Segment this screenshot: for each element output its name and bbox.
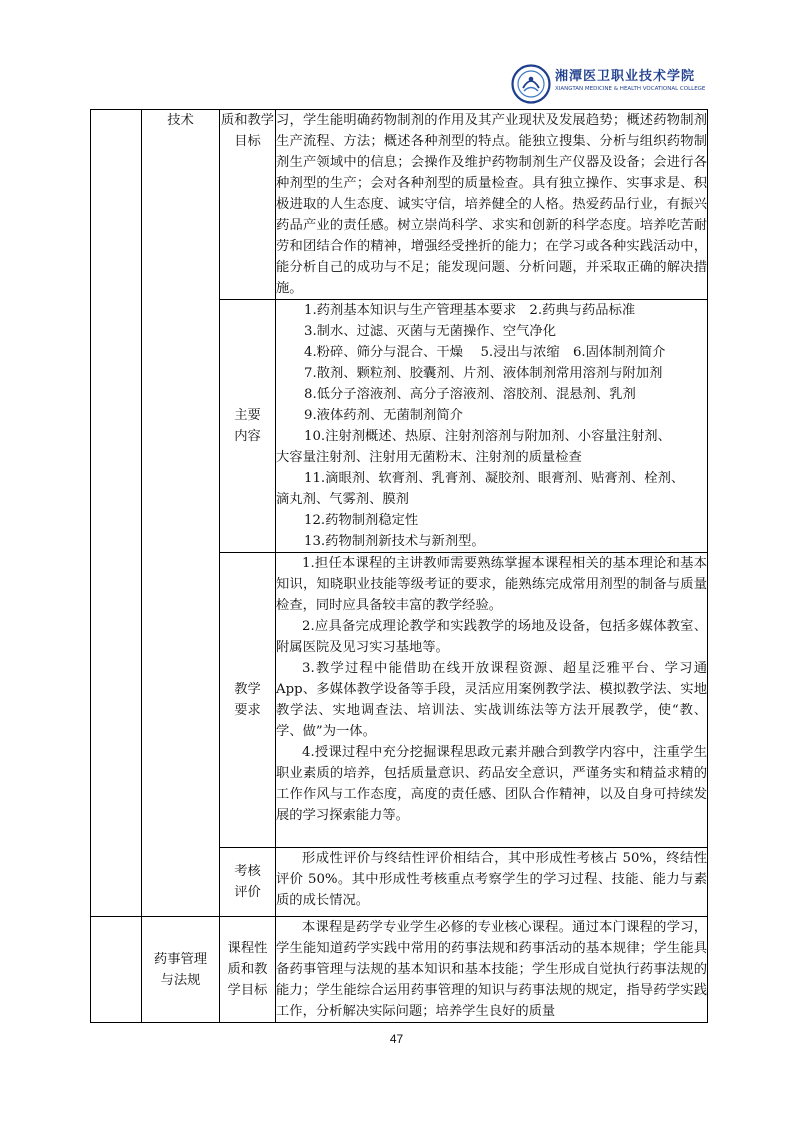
- course-table: [90, 109, 708, 1023]
- school-logo: [511, 62, 711, 108]
- list-item: 12.药物制剂稳定性: [304, 513, 419, 528]
- list-item: 10.注射剂概述、热原、注射剂溶剂与附加剂、小容量注射剂、: [304, 429, 671, 444]
- table-row: [91, 917, 708, 1023]
- paragraph: 3.教学过程中能借助在线开放课程资源、超星泛雅平台、学习通App、多媒体教学设备等手段，灵活应用案例教学法、模拟教学法、实地教学法、实地调查法、培训法、实战训练法等方法开展教学，使“教、学、做”为一体。: [276, 661, 707, 739]
- paragraph: 4.授课过程中充分挖掘课程思政元素并融合到教学内容中，注重学生职业素质的培养，包括质量意识、药品安全意识，严谨务实和精益求精的工作作风与工作态度，高度的责任感、团队合作精神，以及自身可持续发展的学习探索能力等。: [276, 745, 707, 823]
- list-item: 3.制水、过滤、灭菌与无菌操作、空气净化: [304, 324, 557, 339]
- list-item: 8.低分子溶液剂、高分子溶液剂、溶胶剂、混悬剂、乳剂: [304, 387, 636, 402]
- course-nature-label: 质和教学目标: [220, 110, 276, 300]
- table-row: [91, 110, 708, 300]
- list-item: 11.滴眼剂、软膏剂、乳膏剂、凝胶剂、眼膏剂、贴膏剂、栓剂、: [304, 471, 685, 486]
- assessment-text: 形成性评价与终结性评价相结合，其中形成性考核占 50%，终结性评价 50%。其中形成性考核重点考察学生的学习过程、技能、能力与素质的成长情况。: [276, 848, 708, 917]
- school-emblem-icon: [511, 64, 551, 104]
- list-item: 4.粉碎、筛分与混合、干燥 5.浸出与浓缩 6.固体制剂简介: [304, 345, 666, 360]
- paragraph: 1.担任本课程的主讲教师需要熟练掌握本课程相关的基本理论和基本知识，知晓职业技能等级考证的要求，能熟练完成常用剂型的制备与质量检查，同时应具备较丰富的教学经验。: [276, 556, 707, 613]
- main-content-label: 主要内容: [220, 300, 276, 553]
- main-content-list: [276, 300, 708, 553]
- page-number: 47: [389, 1032, 404, 1046]
- assessment-label: 考核评价: [220, 848, 276, 917]
- list-item: 滴丸剂、气雾剂、膜剂: [276, 492, 409, 507]
- paragraph: 2.应具备完成理论教学和实践教学的场地及设备，包括多媒体教室、附属医院及见习实习基地等。: [276, 619, 707, 655]
- row-number-cell: [91, 917, 142, 1023]
- list-item: 大容量注射剂、注射用无菌粉末、注射剂的质量检查: [276, 450, 582, 465]
- course-nature-label: 课程性质和教学目标: [220, 917, 276, 1023]
- course-name: 技术: [142, 110, 220, 917]
- list-item: 13.药物制剂新技术与新剂型。: [304, 534, 485, 549]
- teaching-requirements-label: 教学要求: [220, 553, 276, 848]
- list-item: 9.液体药剂、无菌制剂简介: [304, 408, 463, 423]
- list-item: 1.药剂基本知识与生产管理基本要求 2.药典与药品标准: [304, 303, 636, 318]
- teaching-requirements: [276, 553, 708, 848]
- course-nature-text: 本课程是药学专业学生必修的专业核心课程。通过本门课程的学习，学生能知道药学实践中常用的药事法规和药事活动的基本规律；学生能具备药事管理与法规的基本知识和基本技能；学生形成自觉执行药事法规的能力；学生能综合运用药事管理的知识与药事法规的规定，指导药学实践工作，分析解决实际问题；培养学生良好的质量: [276, 917, 708, 1023]
- row-number-cell: [91, 110, 142, 917]
- school-name: 湘潭医卫职业技术学院: [555, 69, 696, 84]
- school-name-en: XIANGTAN MEDICINE & HEALTH VOCATIONAL COLLEGE: [555, 86, 706, 92]
- course-name: 药事管理与法规: [142, 917, 220, 1023]
- course-nature-text: 习，学生能明确药物制剂的作用及其产业现状及发展趋势；概述药物制剂生产流程、方法；概述各种剂型的特点。能独立搜集、分析与组织药物制剂生产领域中的信息；会操作及维护药物制剂生产仪器及设备；会进行各种剂型的生产；会对各种剂型的质量检查。具有独立操作、实事求是、积极进取的人生态度、诚实守信，培养健全的人格。热爱药品行业，有振兴药品产业的责任感。树立崇尚科学、求实和创新的科学态度。培养吃苦耐劳和团结合作的精神，增强经受挫折的能力；在学习或各种实践活动中，能分析自己的成功与不足；能发现问题、分析问题，并采取正确的解决措施。: [276, 110, 708, 300]
- list-item: 7.散剂、颗粒剂、胶囊剂、片剂、液体制剂常用溶剂与附加剂: [304, 366, 663, 381]
